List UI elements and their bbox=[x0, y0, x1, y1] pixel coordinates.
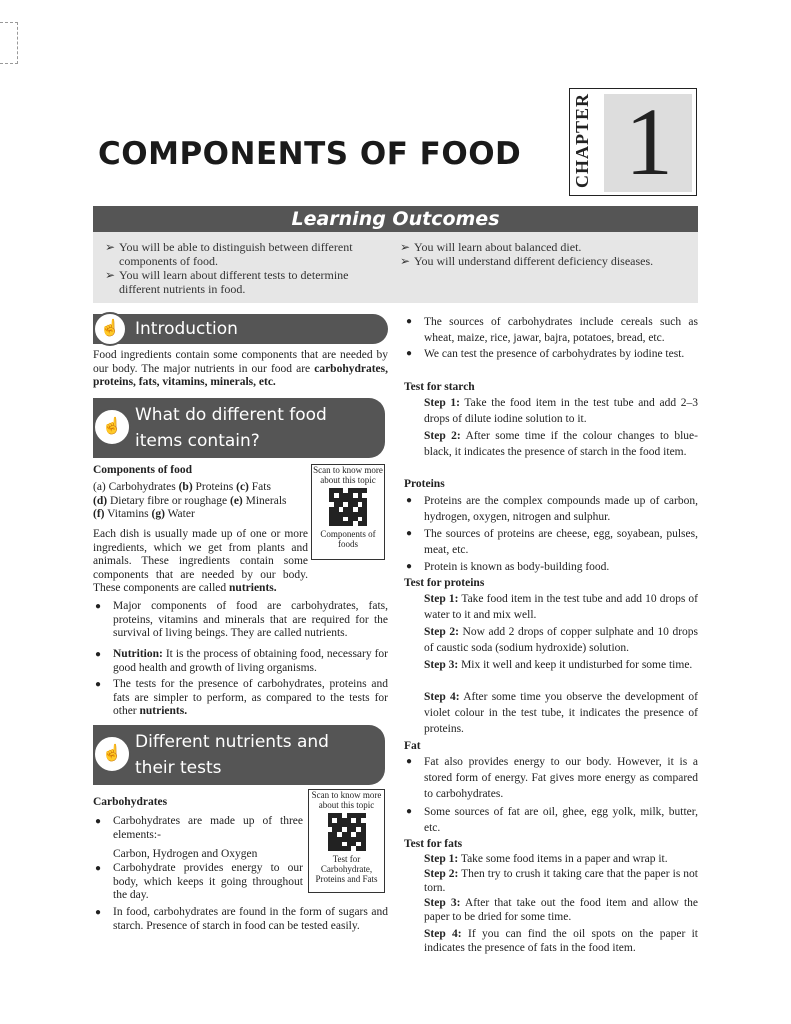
bullet-item: ● We can test the presence of carbohydrates by iodine test. bbox=[406, 348, 685, 360]
outcome-item: ➢ You will understand different deficiency diseases. bbox=[394, 254, 694, 268]
bullet-item: ● Protein is known as body-building food. bbox=[406, 561, 610, 573]
introduction-text: Food ingredients contain some components that are needed by our body. The major nutrients in our food are carbohydrates, proteins, fats, vitamins, minerals, etc. bbox=[93, 349, 389, 388]
proteins-heading: Proteins bbox=[404, 478, 445, 490]
chapter-label: CHAPTER bbox=[572, 92, 592, 188]
arrow-icon: ➢ bbox=[400, 254, 411, 268]
qr-code-icon bbox=[329, 488, 367, 526]
qr-box-tests[interactable]: Scan to know more about this topic Test for Carbohydrate, Proteins and Fats bbox=[308, 789, 385, 893]
bullet-icon: ● bbox=[95, 863, 102, 874]
bullet-icon: ● bbox=[95, 907, 102, 918]
right-column bbox=[404, 0, 698, 1024]
bullet-item: ● In food, carbohydrates are found in the form of sugars and starch. Presence of starch in food can be tested easily. bbox=[95, 906, 388, 932]
bullet-icon: ● bbox=[406, 316, 413, 327]
arrow-icon: ➢ bbox=[105, 240, 116, 254]
components-subheading: Components of food bbox=[93, 464, 193, 476]
bullet-icon: ● bbox=[406, 806, 413, 817]
step-item: Step 3: After that take out the food item and allow the paper to be dried for some time. bbox=[424, 897, 698, 923]
step-item: Step 1: Take some food items in a paper and wrap it. bbox=[424, 853, 668, 865]
bullet-item: ● Carbohydrates are made up of three elements:- bbox=[95, 815, 303, 841]
arrow-icon: ➢ bbox=[400, 240, 411, 254]
step-item: Step 1: Take the food item in the test tube and add 2–3 drops of dilute iodine solution to it. bbox=[424, 397, 698, 425]
learning-outcomes-heading: Learning Outcomes bbox=[93, 206, 698, 232]
starch-test-heading: Test for starch bbox=[404, 381, 475, 393]
what-contain-heading: ☝ What do different food items contain? bbox=[93, 398, 385, 458]
step-item: Step 4: If you can find the oil spots on the paper it indicates the presence of fats in the food item. bbox=[424, 928, 698, 954]
bullet-item: ● Some sources of fat are oil, ghee, egg yolk, milk, butter, etc. bbox=[406, 806, 698, 834]
left-column bbox=[93, 0, 388, 1024]
outcome-item: ➢ You will learn about different tests to determine different nutrients in food. bbox=[99, 268, 385, 296]
step-item: Step 2: Then try to crush it taking care that the paper is not torn. bbox=[424, 868, 699, 894]
bullet-item: ● Carbohydrate provides energy to our body, which keeps it going throughout the day. bbox=[95, 862, 303, 901]
bullet-icon: ● bbox=[406, 561, 413, 572]
bullet-icon: ● bbox=[406, 348, 413, 359]
step-item: Step 2: After some time if the colour changes to blue-black, it indicates the presence of starch in the food item. bbox=[424, 430, 698, 458]
fat-heading: Fat bbox=[404, 740, 421, 752]
bullet-icon: ● bbox=[95, 601, 102, 612]
pointing-hand-icon: ☝ bbox=[93, 735, 131, 773]
step-item: Step 3: Mix it well and keep it undisturbed for some time. bbox=[424, 659, 693, 671]
bullet-icon: ● bbox=[406, 528, 413, 539]
bullet-item: ● Proteins are the complex compounds made up of carbon, hydrogen, oxygen, nitrogen and sulphur. bbox=[406, 495, 698, 523]
bullet-item: ● Major components of food are carbohydrates, fats, proteins, vitamins and minerals that are required for the survival of living beings. They are called nutrients. bbox=[95, 600, 388, 639]
elements-text: Carbon, Hydrogen and Oxygen bbox=[113, 848, 258, 860]
step-item: Step 2: Now add 2 drops of copper sulphate and 10 drops of caustic soda (sodium hydroxide) solution. bbox=[424, 626, 699, 654]
bullet-item: ● Nutrition: It is the process of obtaining food, necessary for good health and growth of living organisms. bbox=[95, 648, 388, 674]
nutrients-intro-text: Each dish is usually made up of one or more ingredients, which we get from plants and animals. These ingredients contain some components that are needed by our body. These components are called nutrients. bbox=[93, 528, 308, 594]
bullet-item: ● Fat also provides energy to our body. However, it is a stored form of energy. Fat gives more energy as compared to carbohydrates. bbox=[406, 756, 698, 800]
bullet-item: ● The tests for the presence of carbohydrates, proteins and fats are simpler to perform, as compared to the tests for other nutrients. bbox=[95, 678, 388, 717]
protein-test-heading: Test for proteins bbox=[404, 577, 485, 589]
bullet-item: ● The sources of carbohydrates include cereals such as wheat, maize, rice, jawar, bajra, potatoes, bread, etc. bbox=[406, 316, 698, 344]
pointing-hand-icon: ☝ bbox=[93, 312, 127, 346]
components-list: (a) Carbohydrates (b) Proteins (c) Fats (d) Dietary fibre or roughage (e) Minerals (f) Vitamins (g) Water bbox=[93, 481, 287, 520]
introduction-heading: ☝ Introduction bbox=[93, 314, 388, 344]
step-item: Step 1: Take food item in the test tube and add 10 drops of water to it and mix well. bbox=[424, 593, 699, 621]
step-item: Step 4: After some time you observe the development of violet colour in the test tube, it indicates the presence of proteins. bbox=[424, 691, 698, 735]
bullet-icon: ● bbox=[95, 679, 102, 690]
qr-box-components[interactable]: Scan to know more about this topic Components of foods bbox=[311, 464, 385, 560]
bullet-icon: ● bbox=[406, 495, 413, 506]
bullet-icon: ● bbox=[406, 756, 413, 767]
arrow-icon: ➢ bbox=[105, 268, 116, 282]
bullet-icon: ● bbox=[95, 816, 102, 827]
fat-test-heading: Test for fats bbox=[404, 838, 463, 850]
qr-code-icon bbox=[328, 813, 366, 851]
bullet-icon: ● bbox=[95, 649, 102, 660]
nutrients-tests-heading: ☝ Different nutrients and their tests bbox=[93, 725, 385, 785]
outcome-item: ➢ You will be able to distinguish between different components of food. bbox=[99, 240, 385, 268]
bullet-item: ● The sources of proteins are cheese, egg, soyabean, pulses, meat, etc. bbox=[406, 528, 698, 556]
crop-mark bbox=[0, 22, 18, 64]
outcome-item: ➢ You will learn about balanced diet. bbox=[394, 240, 694, 254]
pointing-hand-icon: ☝ bbox=[93, 408, 131, 446]
page-title: COMPONENTS OF FOOD bbox=[98, 136, 522, 172]
chapter-number: 1 bbox=[625, 88, 673, 195]
carbohydrates-subheading: Carbohydrates bbox=[93, 796, 168, 808]
